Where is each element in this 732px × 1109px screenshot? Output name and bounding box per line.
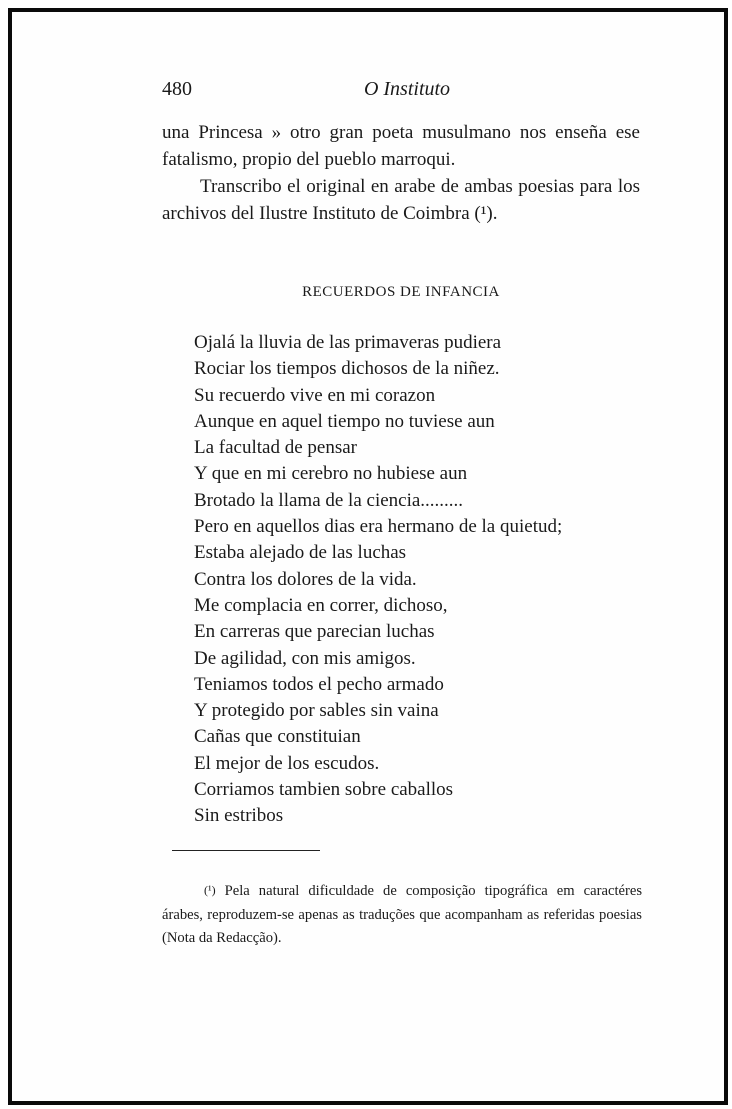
poem-line: Estaba alejado de las luchas	[194, 542, 407, 564]
poem-line: Brotado la llama de la ciencia.........	[194, 489, 464, 511]
page-header	[162, 78, 652, 108]
running-title: O Instituto	[363, 78, 451, 100]
poem	[194, 330, 562, 830]
body-text	[162, 119, 640, 227]
poem-line: Corriamos tambien sobre caballos	[194, 779, 454, 801]
paragraph-1: una Princesa » otro gran poeta musulmano nos enseña ese fatalismo, propio del pueblo marroqui.	[162, 122, 640, 170]
page-number: 480	[162, 78, 192, 100]
poem-title: RECUERDOS DE INFANCIA	[302, 284, 500, 300]
poem-line: Aunque en aquel tiempo no tuviese aun	[194, 410, 495, 432]
poem-line: Sin estribos	[194, 805, 284, 827]
poem-line: Cañas que constituian	[194, 726, 361, 748]
poem-line: Me complacia en correr, dichoso,	[194, 594, 448, 616]
poem-line: Contra los dolores de la vida.	[194, 568, 417, 590]
poem-line: Y que en mi cerebro no hubiese aun	[194, 463, 468, 485]
poem-line: Teniamos todos el pecho armado	[194, 673, 444, 695]
paragraph-2: Transcribo el original en arabe de ambas poesias para los archivos del Ilustre Instituto de Coimbra (¹).	[162, 176, 640, 224]
poem-line: De agilidad, con mis amigos.	[194, 647, 416, 669]
poem-line: Rociar los tiempos dichosos de la niñez.	[194, 358, 500, 380]
poem-line: Su recuerdo vive en mi corazon	[194, 384, 436, 406]
footnote-divider	[172, 850, 320, 851]
poem-line: La facultad de pensar	[194, 437, 357, 459]
footnote-mark: (¹)	[204, 883, 216, 897]
footnote-text: Pela natural dificuldade de composição tipográfica em caractéres árabes, reproduzem-se apenas as traduções que acompanham as referidas poesias (Nota da Redacção).	[162, 883, 642, 946]
poem-line: Pero en aquellos dias era hermano de la quietud;	[194, 516, 563, 538]
poem-line: Y protegido por sables sin vaina	[194, 700, 439, 722]
poem-line: Ojalá la lluvia de las primaveras pudiera	[194, 332, 502, 353]
poem-line: El mejor de los escudos.	[194, 752, 380, 774]
poem-line: En carreras que parecian luchas	[194, 621, 435, 643]
page-content	[12, 12, 724, 1101]
page-frame	[8, 8, 728, 1105]
footnote	[162, 879, 642, 951]
